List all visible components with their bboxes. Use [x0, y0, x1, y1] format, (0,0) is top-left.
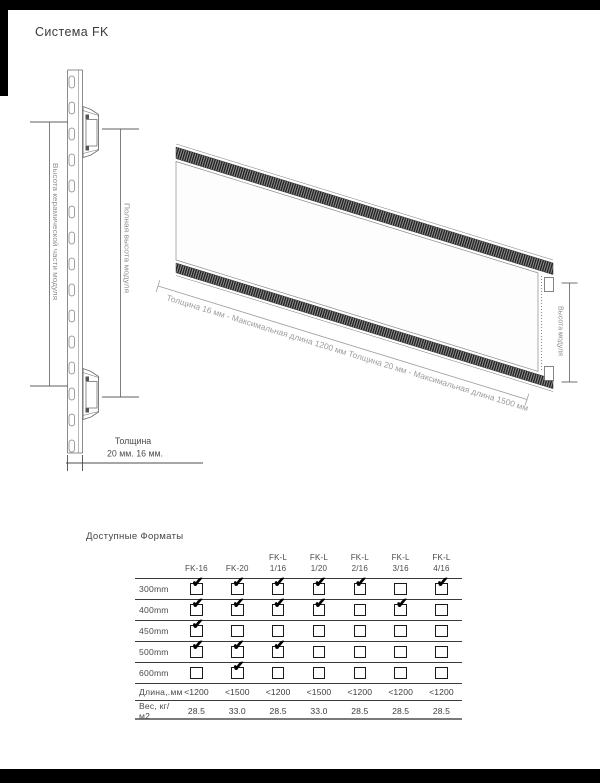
- thickness-label: Толщина: [114, 436, 152, 446]
- checkbox-cell: [258, 637, 299, 659]
- checkbox-cell: [258, 625, 299, 638]
- value-cell: <1200: [265, 687, 291, 697]
- row-label: 500mm: [139, 647, 169, 657]
- checkbox-checked: [272, 574, 286, 596]
- rail-slot: [69, 206, 75, 218]
- rail-slot: [69, 388, 75, 400]
- checkbox-cell: [421, 574, 462, 596]
- checkbox-cell: [299, 667, 340, 680]
- module-height-label: Высота модуля: [556, 306, 566, 358]
- checkbox-unchecked: [313, 625, 326, 638]
- value-cell: <1200: [347, 687, 373, 697]
- checkbox-cell: [176, 595, 217, 617]
- column-header-line2: 3/16: [392, 564, 409, 574]
- checkbox-unchecked: [435, 646, 448, 659]
- value-cell: <1500: [306, 687, 332, 697]
- checkbox-checked: [190, 616, 204, 638]
- row-label: 400mm: [139, 605, 169, 615]
- checkbox-checked: [272, 637, 286, 659]
- check-icon: ✔: [273, 595, 286, 612]
- checkbox-cell: [339, 625, 380, 638]
- checkbox-cell: [176, 616, 217, 638]
- checkbox-unchecked: [394, 667, 407, 680]
- checkbox-unchecked: [313, 667, 326, 680]
- rail-slot: [69, 310, 75, 322]
- formats-section-title: Доступные Форматы: [86, 531, 184, 542]
- checkbox-cell: [380, 595, 421, 617]
- checkbox-cell: [421, 625, 462, 638]
- checkbox-checked: [231, 574, 245, 596]
- dimension-full-height: [102, 129, 139, 397]
- column-header-line1: FK-L: [391, 553, 410, 563]
- checkbox-checked: [231, 637, 245, 659]
- checkbox-unchecked: [313, 646, 326, 659]
- column-header-line2: 1/20: [310, 564, 328, 574]
- formats-header-row: [135, 552, 462, 579]
- checkbox-checked: [231, 595, 245, 617]
- column-header-3-16: [380, 553, 421, 578]
- check-icon: ✔: [191, 637, 204, 654]
- table-row-length_row: [135, 684, 462, 701]
- value-cell: 28.5: [269, 706, 287, 716]
- rail-slot: [69, 232, 75, 244]
- checkbox-checked: [231, 658, 245, 680]
- value-cell: <1200: [429, 687, 454, 697]
- thickness-value: 20 мм. 16 мм.: [107, 448, 163, 459]
- rail-slot: [69, 284, 75, 296]
- checkbox-cell: [299, 574, 340, 596]
- checkbox-cell: [421, 604, 462, 617]
- checkbox-cell: [380, 646, 421, 659]
- checkbox-cell: [339, 646, 380, 659]
- check-icon: ✔: [395, 595, 409, 612]
- check-icon: ✔: [436, 574, 449, 591]
- checkbox-cell: [176, 574, 217, 596]
- checkbox-unchecked: [190, 667, 203, 680]
- rail-slots: [69, 76, 75, 452]
- checkbox-checked: [313, 574, 327, 596]
- checkbox-cell: [421, 667, 462, 680]
- mounting-clip-bottom: [83, 369, 99, 420]
- check-icon: ✔: [314, 595, 327, 612]
- rail-slot: [69, 180, 75, 192]
- checkbox-unchecked: [394, 583, 407, 596]
- panel-top-rib-band: [176, 147, 553, 275]
- rail-slot: [69, 76, 75, 88]
- checkbox-cell: [258, 667, 299, 680]
- column-header-line2: 1/16: [269, 564, 287, 574]
- checkbox-unchecked: [272, 667, 285, 680]
- mounting-clip-top: [83, 107, 99, 158]
- checkbox-cell: [258, 574, 299, 596]
- value-cell: 28.5: [351, 706, 369, 716]
- checkbox-cell: [299, 625, 340, 638]
- checkbox-cell: [217, 658, 258, 680]
- checkbox-unchecked: [435, 667, 448, 680]
- value-cell: 28.5: [432, 706, 451, 716]
- value-cell: <1200: [184, 687, 209, 697]
- check-icon: ✔: [232, 574, 245, 591]
- panel-face: [176, 162, 538, 372]
- checkbox-unchecked: [435, 625, 448, 638]
- checkbox-cell: [339, 667, 380, 680]
- rail-slot: [69, 414, 75, 426]
- table-row-300mm: [135, 574, 462, 600]
- check-icon: ✔: [314, 574, 327, 591]
- checkbox-cell: [299, 595, 340, 617]
- scan-artifact-bottom-bar: [0, 769, 600, 783]
- column-header-line1: FK-L: [350, 553, 369, 563]
- column-header-line2: FK-20: [225, 564, 249, 574]
- checkbox-cell: [176, 667, 217, 680]
- row-label: Длина,.мм: [139, 687, 183, 697]
- column-header-line1: FK-L: [269, 553, 288, 563]
- dimension-max-length: [156, 280, 529, 405]
- checkbox-checked: [272, 595, 286, 617]
- scan-artifact-left-bar: [0, 0, 8, 96]
- check-icon: ✔: [273, 637, 286, 654]
- panel-end-clip-top: [545, 278, 554, 292]
- checkbox-cell: [380, 667, 421, 680]
- checkbox-checked: [435, 574, 449, 596]
- row-label: 450mm: [139, 626, 169, 636]
- column-header-line2: FK-16: [185, 564, 208, 574]
- checkbox-unchecked: [354, 646, 367, 659]
- panel-end-clip-bottom: [545, 367, 554, 381]
- table-row-500mm: [135, 637, 462, 663]
- checkbox-cell: [217, 595, 258, 617]
- checkbox-checked: [394, 595, 409, 617]
- dimension-module-height: [562, 283, 578, 382]
- value-cell: <1500: [224, 687, 250, 697]
- checkbox-cell: [380, 583, 421, 596]
- check-icon: ✔: [191, 616, 204, 633]
- column-header-line2: 4/16: [433, 564, 450, 574]
- checkbox-cell: [258, 595, 299, 617]
- table-row-450mm: [135, 616, 462, 642]
- check-icon: ✔: [355, 574, 368, 591]
- rail-slot: [69, 128, 75, 140]
- value-cell: 28.5: [187, 706, 205, 716]
- checkbox-cell: [217, 637, 258, 659]
- checkbox-checked: [190, 637, 204, 659]
- row-label: Вес, кг/м2: [139, 701, 170, 721]
- check-icon: ✔: [191, 595, 204, 612]
- checkbox-cell: [421, 646, 462, 659]
- value-cell: 33.0: [228, 706, 246, 716]
- checkbox-cell: [339, 604, 380, 617]
- rail-slot: [69, 362, 75, 374]
- rail-slot: [69, 258, 75, 270]
- checkbox-unchecked: [394, 625, 407, 638]
- checkbox-unchecked: [354, 667, 367, 680]
- formats-table: [135, 552, 462, 720]
- checkbox-checked: [354, 574, 368, 596]
- rail-slot: [69, 336, 75, 348]
- dimension-ceramic-height-label: Высота керамической части модуля: [51, 163, 60, 289]
- table-row-400mm: [135, 595, 462, 621]
- checkbox-unchecked: [272, 625, 285, 638]
- checkbox-unchecked: [354, 625, 367, 638]
- rail-slot: [69, 102, 75, 114]
- checkbox-checked: [190, 595, 204, 617]
- check-icon: ✔: [232, 658, 245, 675]
- checkbox-unchecked: [394, 646, 407, 659]
- checkbox-cell: [339, 574, 380, 596]
- checkbox-cell: [217, 574, 258, 596]
- dimension-full-height-label: Полная высота модуля: [122, 203, 132, 284]
- checkbox-cell: [299, 646, 340, 659]
- value-cell: 33.0: [310, 706, 328, 716]
- value-cell: 28.5: [392, 706, 410, 716]
- table-row-weight_row: [135, 701, 462, 720]
- rail-slot: [69, 440, 75, 452]
- row-label: 600mm: [139, 668, 169, 678]
- panel-bottom-edge-line: [176, 276, 553, 392]
- dimension-thickness: [66, 455, 203, 471]
- panel-bottom-rib-band: [176, 263, 553, 389]
- checkbox-unchecked: [354, 604, 367, 617]
- check-icon: ✔: [273, 574, 286, 591]
- checkbox-cell: [380, 625, 421, 638]
- column-header-line1: FK-L: [309, 553, 329, 563]
- rail-slot: [69, 154, 75, 166]
- check-icon: ✔: [232, 637, 245, 654]
- max-length-note: Толщина 16 мм - Максимальная длина 1200 мм Толщина 20 мм - Максимальная длина 1500 мм: [165, 292, 524, 412]
- value-cell: <1200: [388, 687, 413, 697]
- checkbox-checked: [190, 574, 204, 596]
- row-label: 300mm: [139, 584, 169, 594]
- hanger-rail-drawing: [68, 70, 83, 453]
- checkbox-unchecked: [231, 625, 244, 638]
- table-row-600mm: [135, 658, 462, 684]
- checkbox-checked: [313, 595, 327, 617]
- column-header-line2: 2/16: [351, 564, 368, 574]
- page-title: Система FK: [35, 25, 109, 39]
- scan-artifact-top-bar: [0, 0, 600, 10]
- column-header-line1: FK-L: [432, 553, 451, 563]
- checkbox-cell: [176, 637, 217, 659]
- checkbox-unchecked: [435, 604, 448, 617]
- panel-top-edge-line: [176, 144, 553, 260]
- check-icon: ✔: [232, 595, 245, 612]
- dimension-ceramic-height: [30, 122, 68, 386]
- check-icon: ✔: [191, 574, 204, 591]
- panel-drawing: [176, 144, 554, 392]
- checkbox-cell: [217, 625, 258, 638]
